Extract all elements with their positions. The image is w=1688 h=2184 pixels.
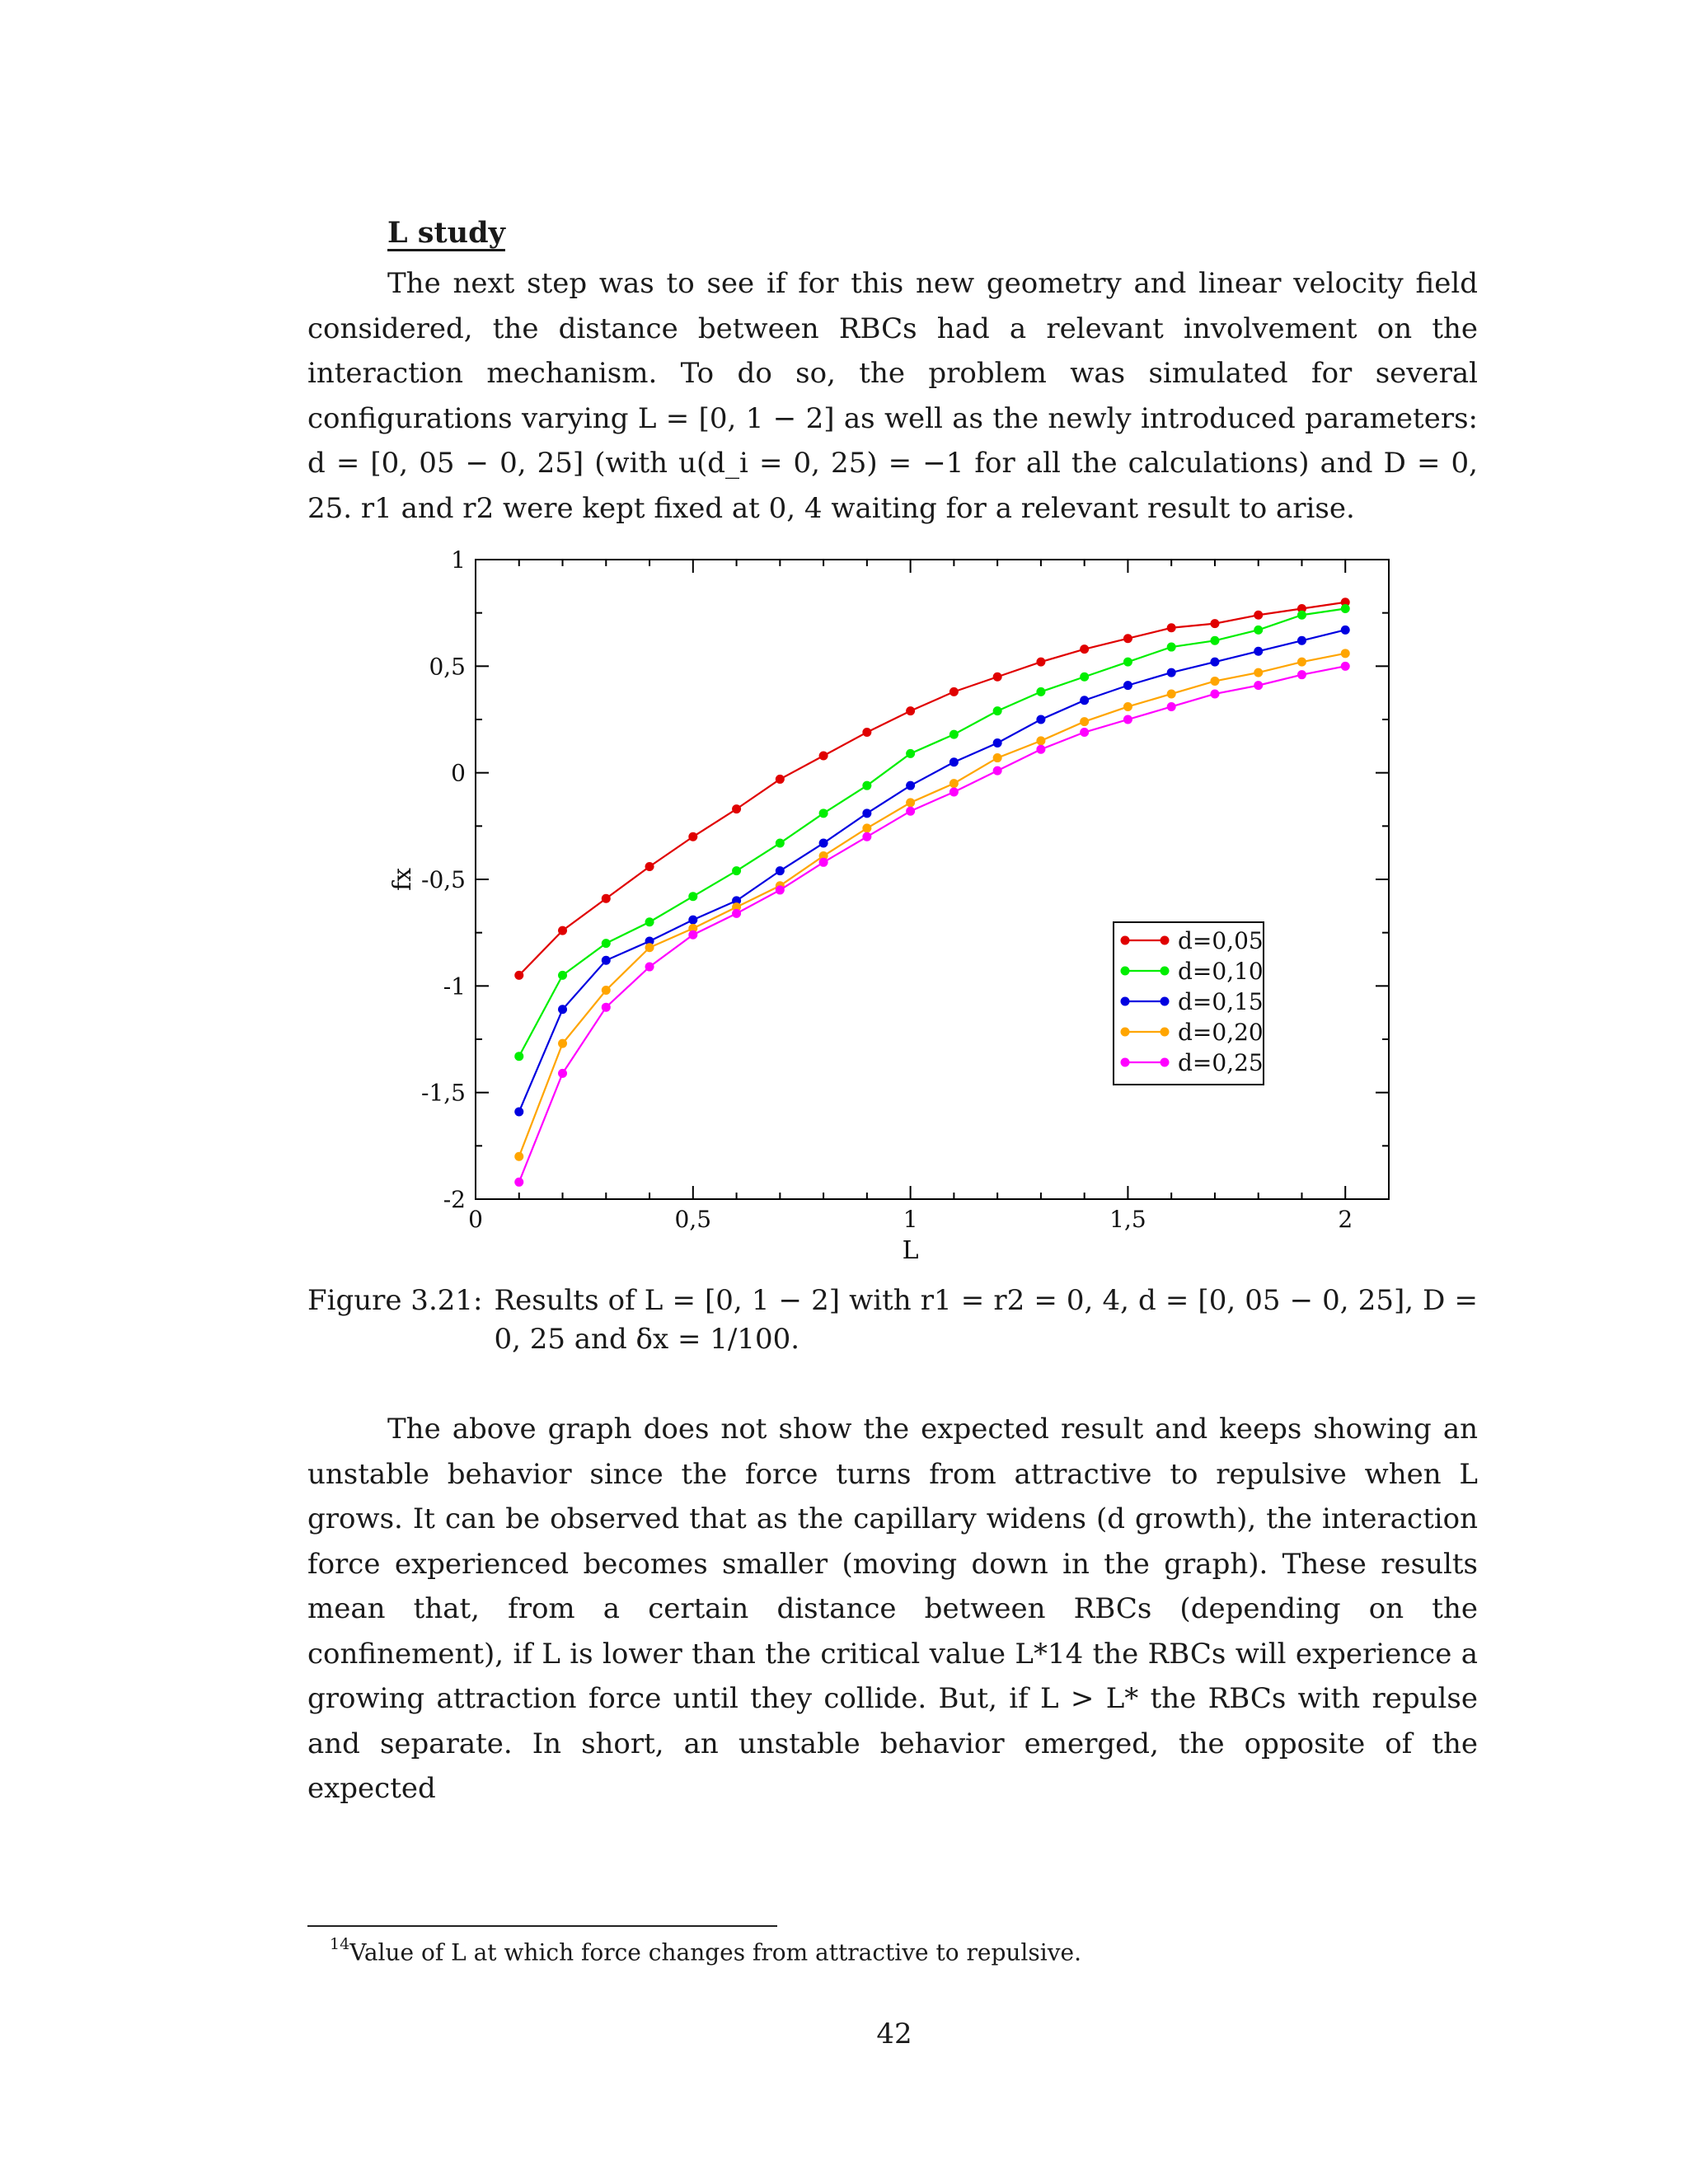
data-point (645, 862, 654, 871)
footnote-number: 14 (330, 1935, 350, 1953)
data-point (1167, 702, 1176, 711)
data-point (819, 808, 828, 818)
data-point (1167, 643, 1176, 652)
data-point (993, 753, 1002, 762)
data-point (1080, 717, 1089, 726)
data-point (819, 839, 828, 848)
data-point (776, 866, 785, 875)
data-point (514, 1178, 523, 1187)
legend-marker (1121, 1028, 1130, 1037)
y-tick-label: 0,5 (429, 653, 466, 681)
chart-series-group (514, 598, 1349, 1187)
data-point (1297, 611, 1306, 620)
section-heading: L study (387, 216, 505, 250)
data-point (862, 728, 871, 737)
legend-label: d=0,10 (1178, 958, 1264, 985)
data-point (1297, 636, 1306, 645)
legend-marker (1121, 1058, 1130, 1067)
data-point (1254, 626, 1263, 635)
data-point (993, 738, 1002, 748)
data-point (1036, 736, 1045, 745)
data-point (1036, 687, 1045, 696)
data-point (1297, 670, 1306, 679)
data-point (558, 1069, 567, 1078)
data-point (1297, 658, 1306, 667)
data-point (1167, 668, 1176, 677)
data-point (1080, 696, 1089, 705)
data-point (688, 930, 697, 940)
footnote-text: Value of L at which force changes from attractive to repulsive. (349, 1938, 1081, 1966)
data-point (862, 832, 871, 841)
data-point (776, 775, 785, 784)
data-point (645, 917, 654, 926)
data-point (862, 823, 871, 832)
series-line (519, 602, 1345, 976)
x-tick-label: 2 (1338, 1206, 1353, 1233)
data-point (732, 804, 741, 813)
data-point (1080, 644, 1089, 654)
y-tick-label: -1 (443, 972, 466, 1001)
data-point (1254, 611, 1263, 620)
data-point (1210, 619, 1219, 628)
data-point (1210, 636, 1219, 645)
legend-marker (1160, 997, 1170, 1006)
data-point (514, 971, 523, 980)
data-point (1036, 715, 1045, 724)
data-point (514, 1152, 523, 1161)
data-point (1167, 689, 1176, 698)
legend-marker (1160, 936, 1170, 945)
data-point (776, 839, 785, 848)
plot-frame (476, 560, 1389, 1199)
figure-label: Figure 3.21: (307, 1284, 483, 1317)
data-point (819, 858, 828, 867)
data-point (1036, 745, 1045, 754)
data-point (1210, 658, 1219, 667)
data-point (993, 766, 1002, 776)
data-point (1080, 728, 1089, 737)
figure-caption (307, 1282, 1478, 1359)
data-point (1341, 626, 1350, 635)
data-point (688, 832, 697, 841)
data-point (776, 885, 785, 894)
y-tick-label: 1 (451, 546, 466, 574)
data-point (950, 687, 959, 696)
legend-label: d=0,25 (1178, 1049, 1264, 1076)
chart-legend (1114, 922, 1264, 1085)
data-point (1080, 673, 1089, 682)
data-point (514, 1052, 523, 1061)
data-point (602, 956, 611, 965)
y-tick-label: -1,5 (421, 1079, 466, 1107)
x-axis-label: L (902, 1236, 919, 1265)
data-point (732, 866, 741, 875)
data-point (645, 943, 654, 952)
data-point (645, 963, 654, 972)
y-axis-label: fx (388, 867, 417, 892)
data-point (1341, 649, 1350, 658)
data-point (1210, 677, 1219, 686)
data-point (950, 787, 959, 796)
data-point (1254, 681, 1263, 690)
data-point (602, 894, 611, 903)
data-point (514, 1107, 523, 1116)
data-point (688, 892, 697, 901)
y-tick-label: -2 (443, 1186, 466, 1213)
figure-caption-text: Results of L = [0, 1 − 2] with r1 = r2 = 0, 4, d = [0, 05 − 0, 25], D = 0, 25 and δx = 1/100. (494, 1284, 1478, 1356)
intro-paragraph: The next step was to see if for this new geometry and linear velocity field considered, the distance between RBCs had a relevant involvement on the interaction mechanism. To do so, the problem was simulated for several configurations varying L = [0, 1 − 2] as well as the newly introduced parameters: d = [0, 05 − 0, 25] (with u(d_i = 0, 25) = −1 for all the calculations) and D = 0, 25. r1 and r2 were kept fixed at 0, 4 waiting for a relevant result to arise. (307, 267, 1478, 525)
data-point (558, 971, 567, 980)
x-tick-label: 1 (903, 1206, 918, 1233)
data-point (862, 808, 871, 818)
data-point (906, 807, 915, 816)
footnote-divider (307, 1925, 777, 1927)
y-tick-label: 0 (451, 759, 466, 787)
y-tick-label: -0,5 (421, 866, 466, 893)
data-point (906, 781, 915, 790)
data-point (862, 781, 871, 790)
data-point (1123, 681, 1132, 690)
legend-marker (1121, 967, 1130, 976)
data-point (1210, 689, 1219, 698)
legend-marker (1121, 936, 1130, 945)
data-point (906, 798, 915, 807)
legend-marker (1160, 967, 1170, 976)
data-point (1123, 658, 1132, 667)
data-point (1167, 623, 1176, 632)
footnote (330, 1929, 1401, 1971)
data-point (1123, 715, 1132, 724)
legend-marker (1160, 1058, 1170, 1067)
data-point (558, 926, 567, 935)
data-point (732, 909, 741, 918)
data-point (1254, 668, 1263, 677)
x-tick-label: 0,5 (674, 1206, 712, 1233)
chart-axes (388, 546, 1389, 1265)
data-point (906, 749, 915, 758)
data-point (1254, 647, 1263, 656)
figure-chart (387, 540, 1409, 1269)
data-point (950, 757, 959, 766)
data-point (1341, 662, 1350, 671)
legend-label: d=0,05 (1178, 927, 1264, 954)
data-point (558, 1005, 567, 1014)
data-point (558, 1039, 567, 1048)
data-point (993, 706, 1002, 715)
data-point (602, 986, 611, 995)
data-point (602, 1003, 611, 1012)
data-point (819, 751, 828, 760)
x-tick-label: 0 (468, 1206, 483, 1233)
data-point (602, 939, 611, 948)
data-point (688, 916, 697, 925)
data-point (950, 779, 959, 788)
legend-marker (1160, 1028, 1170, 1037)
data-point (1341, 604, 1350, 613)
x-tick-label: 1,5 (1109, 1206, 1146, 1233)
legend-label: d=0,20 (1178, 1019, 1264, 1046)
data-point (1123, 634, 1132, 643)
legend-marker (1121, 997, 1130, 1006)
data-point (950, 730, 959, 739)
data-point (1036, 658, 1045, 667)
data-point (993, 673, 1002, 682)
legend-label: d=0,15 (1178, 988, 1264, 1015)
data-point (906, 706, 915, 715)
data-point (1123, 702, 1132, 711)
page-number: 42 (876, 2018, 912, 2050)
discussion-paragraph: The above graph does not show the expected result and keeps showing an unstable behavior since the force turns from attractive to repulsive when L grows. It can be observed that as the capillary widens (d growth), the interaction force experienced becomes smaller (moving down in the graph). These results mean that, from a certain distance between RBCs (depending on the confinement), if L is lower than the critical value L*14 the RBCs will experience a growing attraction force until they collide. But, if L > L* the RBCs with repulse and separate. In short, an unstable behavior emerged, the opposite of the expected (307, 1413, 1478, 1805)
